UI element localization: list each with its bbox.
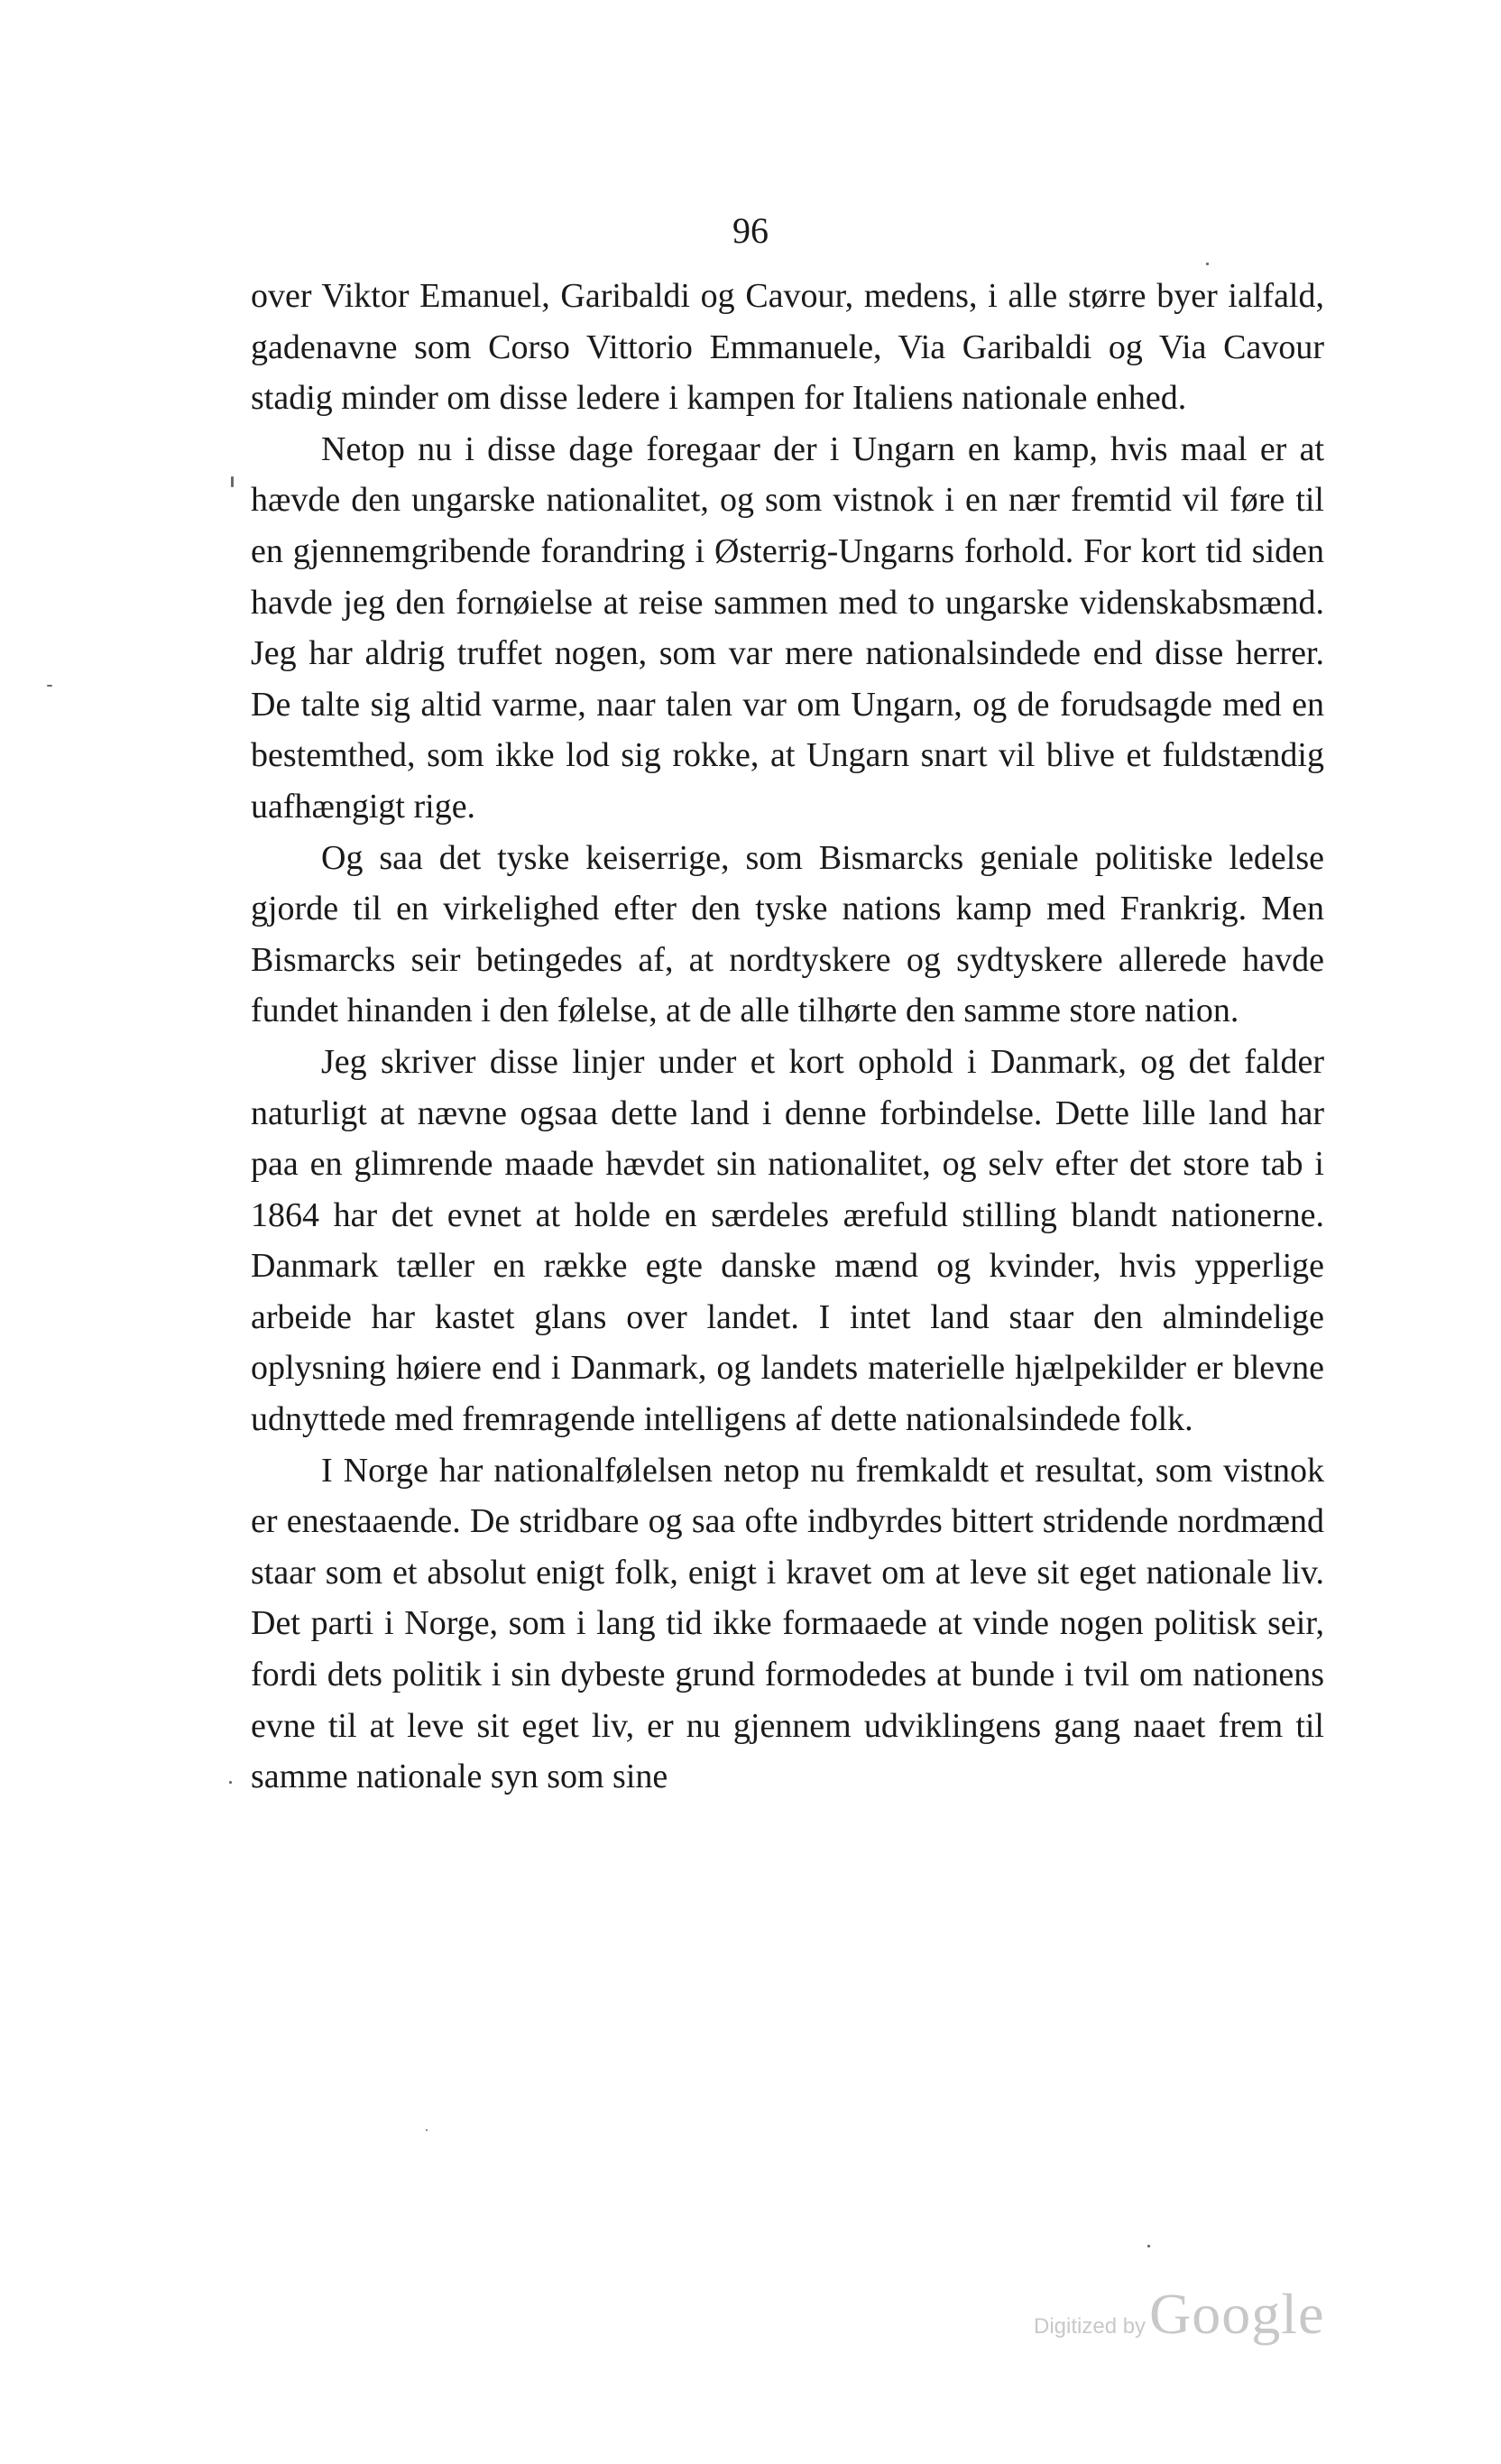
paragraph-3: Og saa det tyske keiserrige, som Bismarcks geniale politiske ledelse gjorde til en virkelighed efter den tyske nations kamp med Frankrig. Men Bismarcks seir betingedes af, at nordtyskere og sydtyskere allerede havde fundet hinanden i den følelse, at de alle tilhørte den samme store nation.	[251, 838, 1324, 1030]
paragraph-4: Jeg skriver disse linjer under et kort ophold i Danmark, og det falder naturligt at nævne ogsaa dette land i denne forbindelse. Dette lille land har paa en glimrende maade hævdet sin nationalitet, og selv efter det store tab i 1864 har det evnet at holde en særdeles ærefuld stilling blandt nationerne. Danmark tæller en række egte danske mænd og kvinder, hvis ypperlige arbeide har kastet glans over landet. I intet land staar den almindelige oplysning høiere end i Danmark, og landets materielle hjælpekilder er blevne udnyttede med fremragende intelligens af dette nationalsindede folk.	[251, 1042, 1324, 1439]
digitized-by-google-watermark	[1034, 2281, 1324, 2348]
page-number: 96	[732, 210, 769, 251]
google-logo: Google	[1149, 2282, 1325, 2346]
paragraph-5: I Norge har nationalfølelsen netop nu fremkaldt et resultat, som vistnok er enestaaende. De stridbare og saa ofte indbyrdes bittert stridende nordmænd staar som et absolut enigt folk, enigt i kravet om at leve sit eget nationale liv. Det parti i Norge, som i lang tid ikke formaaede at vinde nogen politisk seir, fordi dets politik i sin dybeste grund formodedes at bunde i tvil om nationens evne til at leve sit eget liv, er nu gjennem udviklingens gang naaet frem til samme nationale syn som sine	[251, 1451, 1324, 1796]
scan-speck	[426, 2129, 428, 2131]
body-text	[251, 271, 1324, 1803]
scan-speck	[1206, 263, 1209, 265]
paragraph-1: over Viktor Emanuel, Garibaldi og Cavour, medens, i alle større byer ialfald, gadenavne som Corso Vittorio Emmanuele, Via Garibaldi og Via Cavour stadig minder om disse ledere i kampen for Italiens nationale enhed.	[251, 277, 1324, 418]
scan-speck	[47, 685, 52, 687]
scan-speck	[229, 1781, 232, 1784]
scan-speck	[231, 476, 234, 487]
paragraph-2: Netop nu i disse dage foregaar der i Ungarn en kamp, hvis maal er at hævde den ungarske nationalitet, og som vistnok i en nær fremtid vil føre til en gjennemgribende forandring i Østerrig-Ungarns forhold. For kort tid siden havde jeg den fornøielse at reise sammen med to ungarske videnskabsmænd. Jeg har aldrig truffet nogen, som var mere nationalsindede end disse herrer. De talte sig altid varme, naar talen var om Ungarn, og de forudsagde med en bestemthed, som ikke lod sig rokke, at Ungarn snart vil blive et fuldstændig uafhængigt rige.	[251, 429, 1324, 826]
scan-speck	[1147, 2245, 1150, 2247]
digitized-by-label: Digitized by	[1034, 2314, 1146, 2339]
